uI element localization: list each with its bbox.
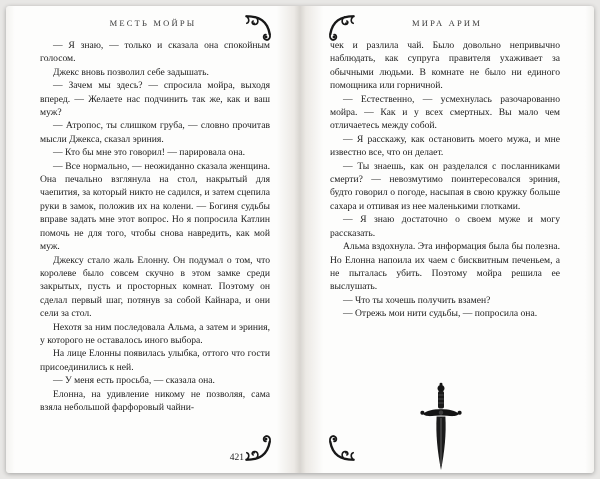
continuation-paragraph: чек и разлила чай. Было довольно непривычно наблюдать, как супруга правителя ухаживает за обычными людьми. В комнате не было ни единого помощника или горничной. [330, 40, 560, 92]
paragraph: На лице Елонны появилась улыбка, оттого что гости присоединились к ней. [40, 348, 270, 373]
paragraph: — Естественно, — усмехнулась разочарованно мойра. — Как и у всех смертных. Вы мало чем отличаетесь между собой. [330, 93, 560, 132]
dagger-icon [418, 382, 464, 472]
paragraph: Джексу стало жаль Елонну. Он подумал о том, что королеве было совсем скучно в этом замке среди закрытых, пусть и просторных комнат. Поэтому он сделал первый шаг, потянув за собой Кайнара, и они сели за стол. [40, 254, 270, 320]
paragraph: — Что ты хочешь получить взамен? [343, 294, 491, 306]
corner-flourish-icon [245, 14, 272, 41]
book-spread [6, 6, 594, 473]
corner-flourish-icon [328, 14, 355, 41]
paragraph: — Отрежь мои нити судьбы, — попросила она. [343, 308, 538, 320]
left-page-text [40, 39, 270, 447]
left-running-head: МЕСТЬ МОЙРЫ [109, 18, 197, 28]
paragraph: — Я знаю, — только и сказала она спокойным голосом. [40, 40, 270, 65]
paragraph: — Я знаю достаточно о своем муже и могу рассказать. [330, 214, 560, 239]
paragraph: Елонна, на удивление никому не позволяя, сама взяла небольшой фарфоровый чайни- [40, 388, 270, 413]
paragraph: — Зачем мы здесь? — спросила мойра, выходя вперед. — Желаете нас подчинить так же, как и ваш муж? [40, 80, 270, 119]
paragraph: — У меня есть просьба, — сказала она. [53, 375, 215, 387]
paragraph: — Кто бы мне это говорил! — парировала она. [53, 147, 246, 159]
left-page [6, 6, 300, 473]
right-page [300, 6, 594, 473]
paragraph: Нехотя за ним последовала Альма, а затем и эриния, у которого не оставалось иного выбора. [40, 321, 270, 346]
paragraph: — Атропос, ты слишком груба, — словно прочитав мысли Джекса, сказал эриния. [40, 120, 270, 145]
paragraph: — Я расскажу, как остановить моего мужа, и мне известно все, что он делает. [330, 133, 560, 159]
paragraph: Альма вздохнула. Эта информация была бы полезна. Но Елонна напоила их чаем с бисквитным печеньем, а не пыталась убить. Поэтому мойра решила ее выслушать. [330, 241, 560, 293]
page-number: 421 [229, 453, 244, 463]
right-running-head: МИРА АРИМ [412, 18, 482, 28]
paragraph: — Все нормально, — неожиданно сказала женщина. Она печально взглянула на стол, накрытый для чаепития, за который никто не садился, и затем сцепила руки в замок, положив их на колени. — Богиня судьбы вправе задать мне этот вопрос. Но я попросила Катлин помочь не для того, чтобы снова навредить, как мой муж. [40, 160, 270, 253]
paragraph: — Ты знаешь, как он разделался с посланниками смерти? — невозмутимо поинтересовался эриния, будто говорил о погоде, насыпая в свою кружку больше сахара и отпивая из нее маленькими глотками. [330, 160, 560, 212]
right-paragraph-list [330, 93, 560, 321]
paragraph: Джекс вновь позволил себе задышать. [53, 66, 209, 78]
